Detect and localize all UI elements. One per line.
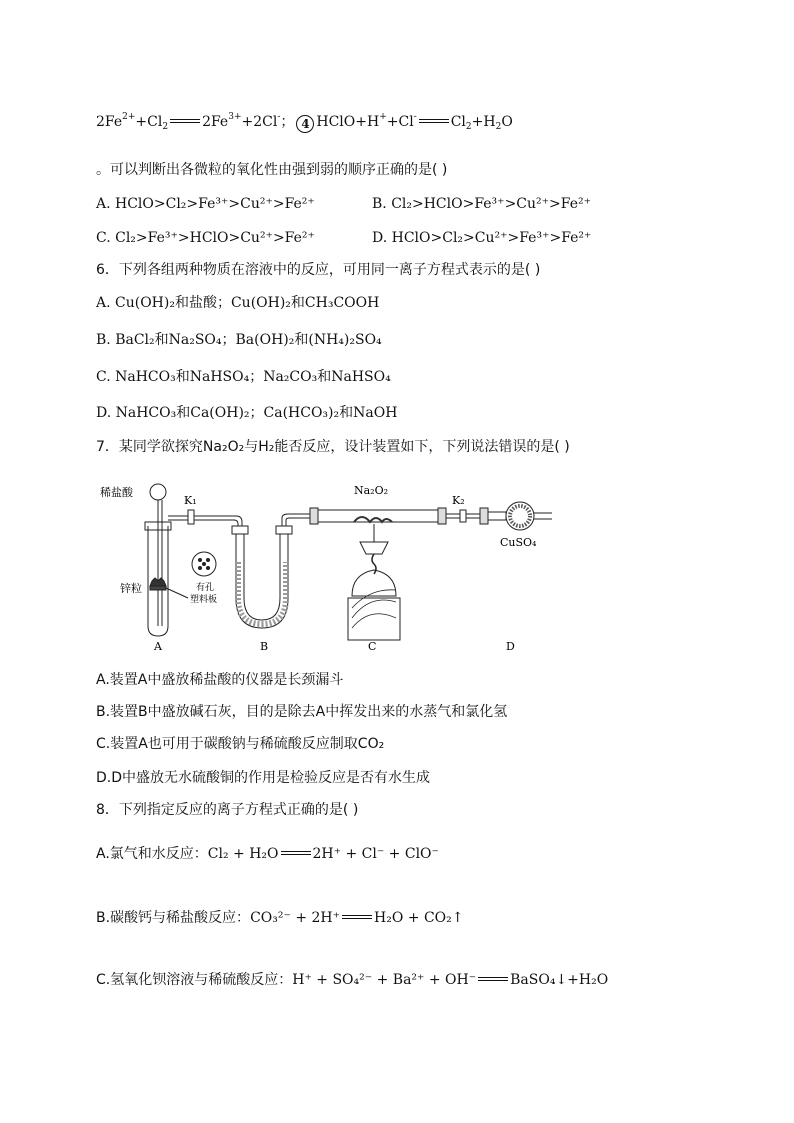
- q6-option-a[interactable]: A. Cu(OH)₂和盐酸；Cu(OH)₂和CH₃COOH: [96, 295, 380, 311]
- eq-text: ；: [280, 114, 295, 130]
- apparatus-d: [460, 502, 552, 530]
- q5-option-b[interactable]: B. Cl₂>HClO>Fe³⁺>Cu²⁺>Fe²⁺: [372, 196, 591, 212]
- q6-option-c[interactable]: C. NaHCO₃和NaHSO₄；Na₂CO₃和NaHSO₄: [96, 369, 391, 385]
- eq-left: CO₃²⁻ + 2H⁺: [250, 910, 341, 926]
- circled-number: 4: [296, 115, 314, 133]
- eq-right: H₂O + CO₂↑: [374, 910, 464, 926]
- label-c: C: [368, 640, 377, 653]
- eq-text: 2Fe: [96, 114, 123, 130]
- label-acid: 稀盐酸: [100, 486, 133, 499]
- label-plate-1: 有孔: [196, 583, 215, 593]
- eq-text: 3+: [228, 112, 242, 122]
- eq-text: +Cl: [386, 114, 414, 130]
- eq-text: 2Fe: [202, 114, 229, 130]
- apparatus-b: [232, 514, 312, 628]
- eq-text: -: [277, 112, 281, 122]
- label-na2o2: Na₂O₂: [354, 484, 389, 497]
- label-b: B: [260, 640, 269, 653]
- q7-option-d[interactable]: D.D中盛放无水硫酸铜的作用是检验反应是否有水生成: [96, 770, 431, 786]
- equals-sign: [419, 119, 449, 123]
- eq-text: -: [413, 112, 417, 122]
- label-k2: K₂: [452, 494, 465, 507]
- eq-text: O: [501, 114, 513, 130]
- label-cuso4: CuSO₄: [500, 536, 537, 549]
- label-d: D: [506, 640, 515, 653]
- label-k1: K₁: [184, 494, 197, 507]
- eq-left: Cl₂ + H₂O: [207, 846, 279, 862]
- q7-option-c[interactable]: C.装置A也可用于碳酸钠与稀硫酸反应制取CO₂: [96, 736, 385, 752]
- option-text: C.氢氧化钡溶液与稀硫酸反应：: [96, 972, 293, 988]
- equals-sign: [281, 851, 311, 855]
- q7-stem: 7．某同学欲探究Na₂O₂与H₂能否反应，设计装置如下，下列说法错误的是( ): [96, 439, 570, 455]
- option-text: A.氯气和水反应：: [96, 846, 208, 862]
- label-a: A: [154, 640, 162, 653]
- q5-option-c[interactable]: C. Cl₂>Fe³⁺>HClO>Cu²⁺>Fe²⁺: [96, 230, 315, 246]
- q5-option-a[interactable]: A. HClO>Cl₂>Fe³⁺>Cu²⁺>Fe²⁺: [96, 196, 315, 212]
- eq-right: BaSO₄↓+H₂O: [510, 972, 609, 988]
- eq-text: +H: [471, 114, 496, 130]
- q6-option-d[interactable]: D. NaHCO₃和Ca(OH)₂；Ca(HCO₃)₂和NaOH: [96, 405, 398, 421]
- eq-text: 2+: [122, 112, 136, 122]
- q7-option-b[interactable]: B.装置B中盛放碱石灰，目的是除去A中挥发出来的水蒸气和氯化氢: [96, 704, 508, 720]
- equals-sign: [170, 119, 200, 123]
- label-plate-2: 塑料板: [190, 595, 218, 605]
- eq-text: Cl: [450, 114, 466, 130]
- q8-option-b[interactable]: [96, 908, 463, 928]
- equals-sign: [342, 915, 372, 919]
- q7-option-a[interactable]: A.装置A中盛放稀盐酸的仪器是长颈漏斗: [96, 672, 344, 688]
- apparatus-c: [310, 508, 460, 640]
- eq-text: +2Cl: [241, 114, 278, 130]
- q5-equation-line: [96, 112, 513, 133]
- eq-text: +: [379, 112, 387, 122]
- equals-sign: [478, 977, 508, 981]
- q5-stem: 。可以判断出各微粒的氧化性由强到弱的顺序正确的是( ): [96, 162, 448, 178]
- q5-option-d[interactable]: D. HClO>Cl₂>Cu²⁺>Fe³⁺>Fe²⁺: [372, 230, 592, 246]
- q8-option-c[interactable]: [96, 970, 608, 990]
- eq-left: H⁺ + SO₄²⁻ + Ba²⁺ + OH⁻: [292, 972, 477, 988]
- eq-text: 2: [495, 122, 502, 132]
- label-zinc: 锌粒: [120, 582, 142, 595]
- eq-text: 2: [465, 122, 472, 132]
- q6-option-b[interactable]: B. BaCl₂和Na₂SO₄；Ba(OH)₂和(NH₄)₂SO₄: [96, 332, 382, 348]
- q8-option-a[interactable]: [96, 844, 439, 864]
- apparatus-figure: [96, 478, 556, 658]
- eq-text: +Cl: [135, 114, 163, 130]
- eq-text: HClO+H: [316, 114, 380, 130]
- eq-right: 2H⁺ + Cl⁻ + ClO⁻: [312, 846, 439, 862]
- eq-text: 2: [162, 122, 169, 132]
- q8-stem: 8．下列指定反应的离子方程式正确的是( ): [96, 802, 359, 818]
- option-text: B.碳酸钙与稀盐酸反应：: [96, 910, 251, 926]
- q6-stem: 6．下列各组两种物质在溶液中的反应，可用同一离子方程式表示的是( ): [96, 262, 541, 278]
